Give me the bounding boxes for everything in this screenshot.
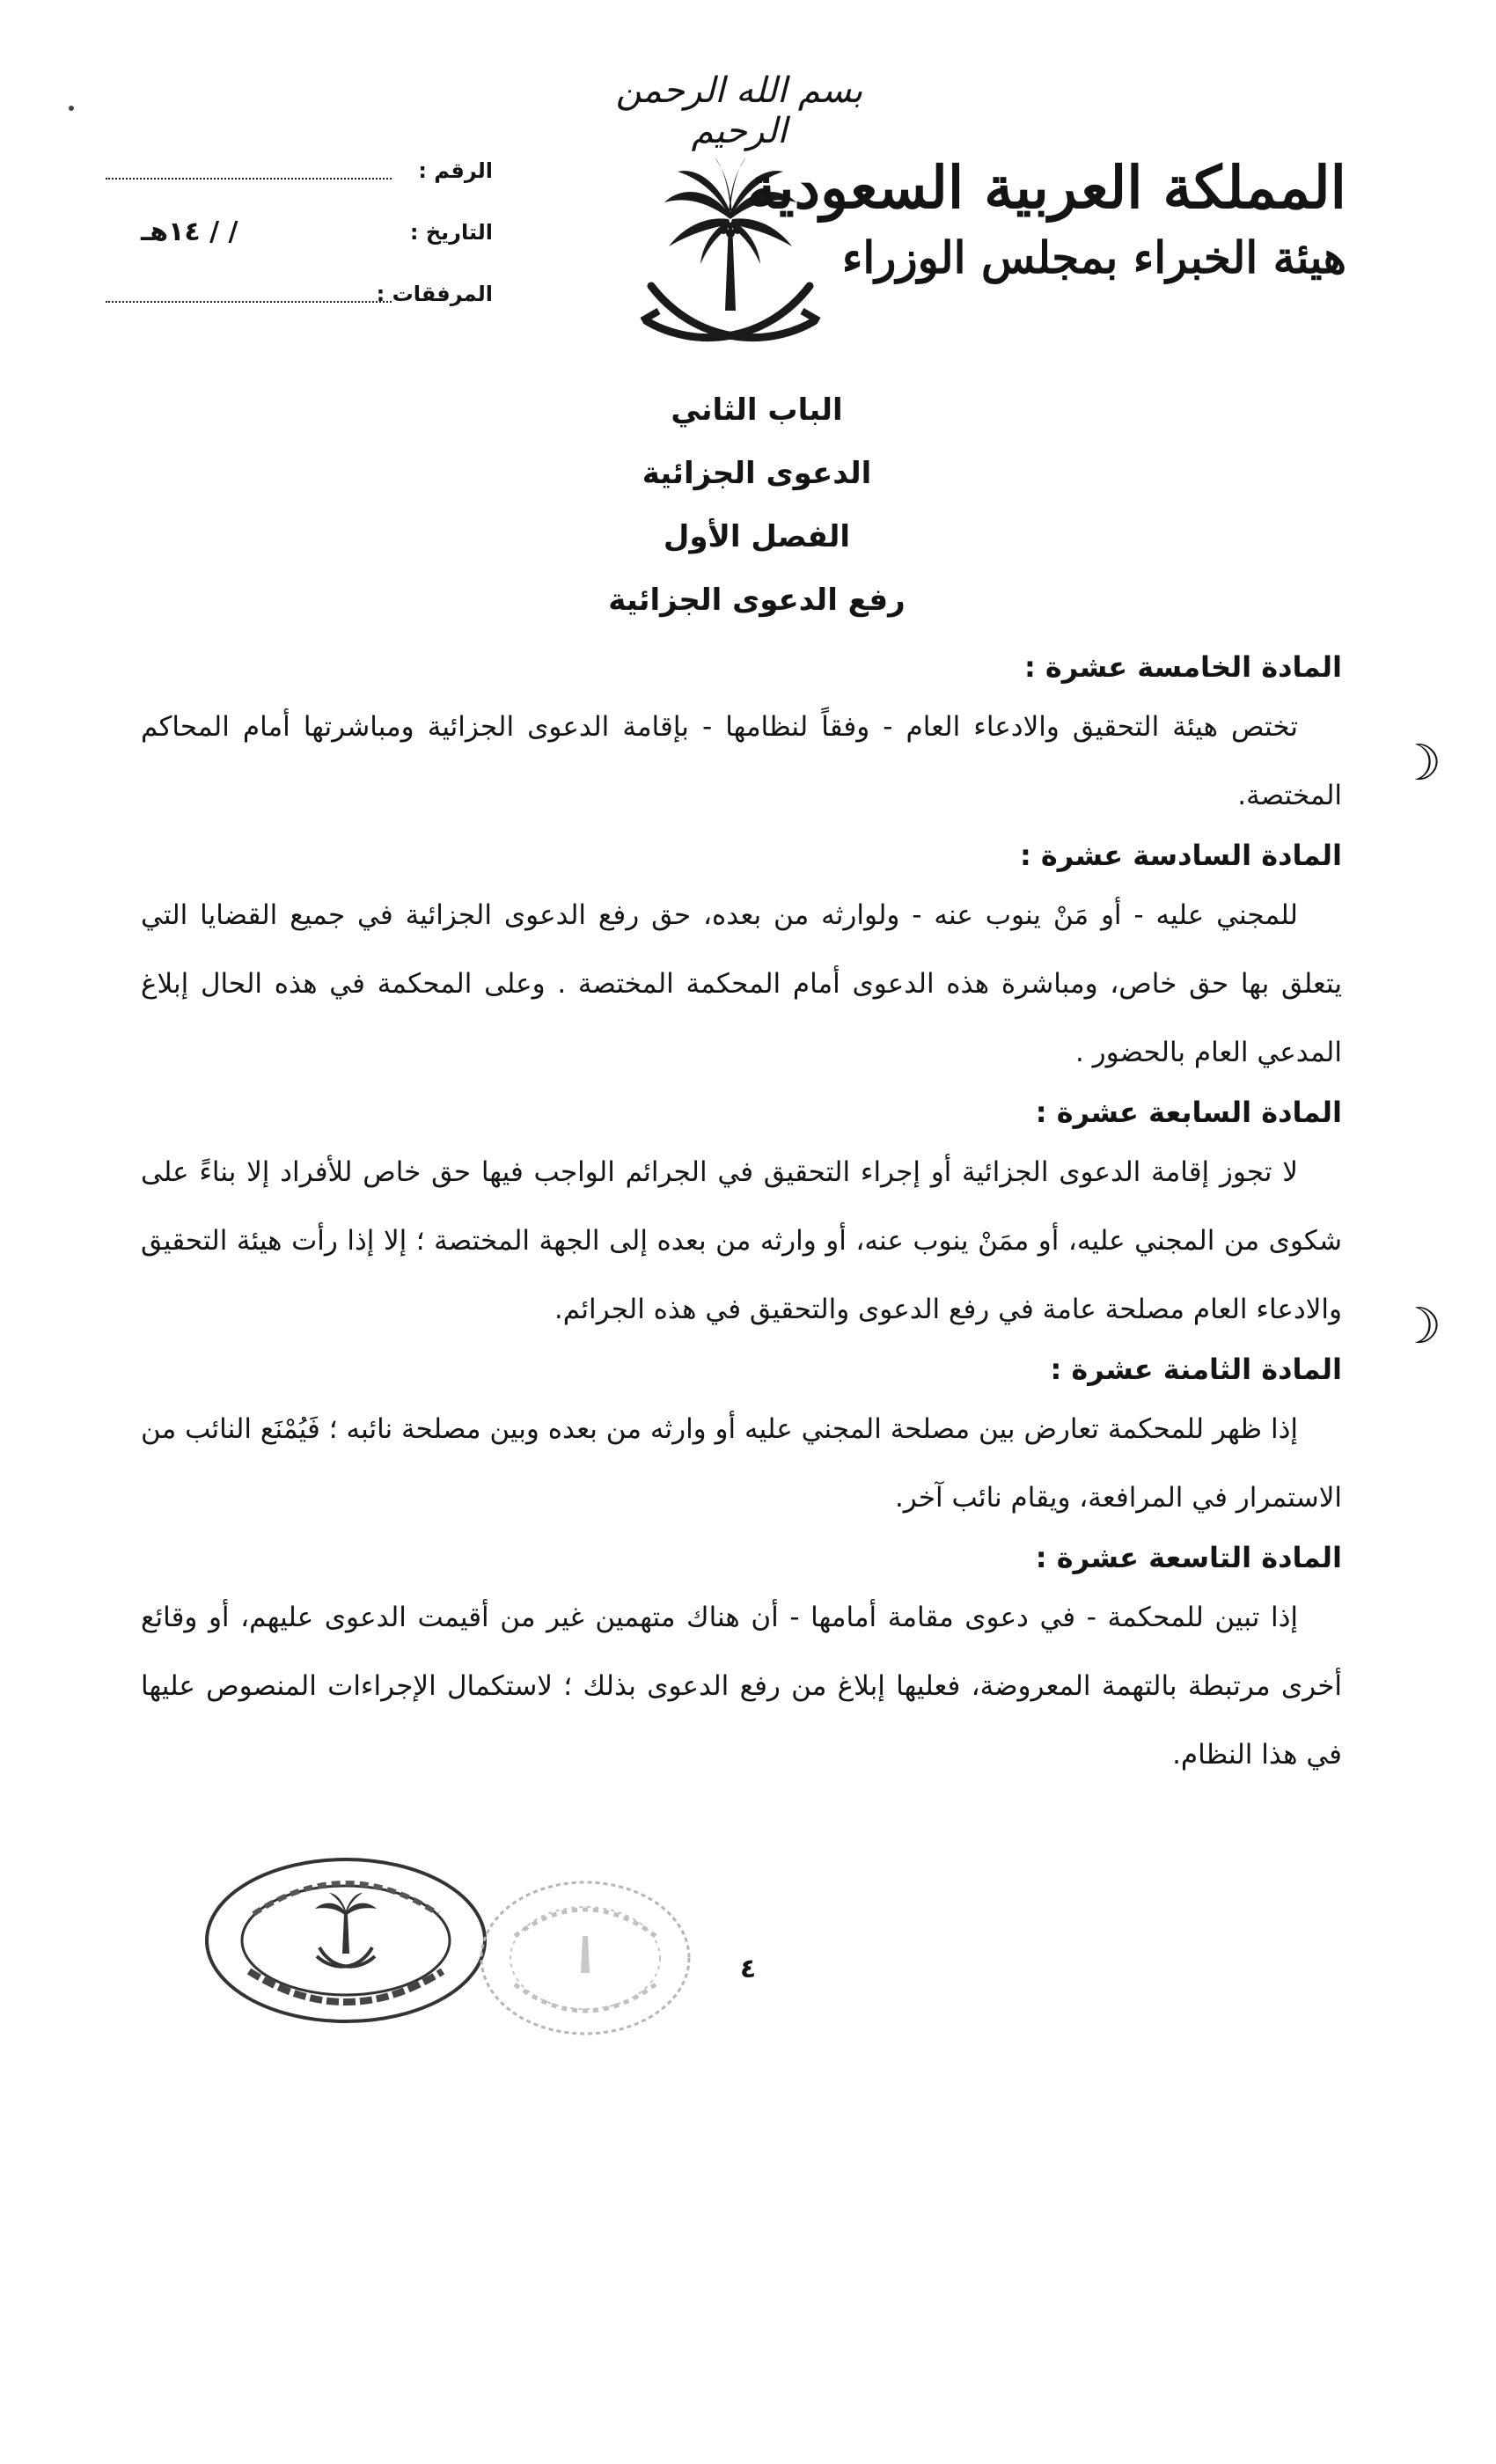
date-label: التاريخ : [409, 220, 493, 245]
number-field [106, 151, 493, 213]
section-headings [475, 378, 1038, 632]
kingdom-name: المملكة العربية السعودية [746, 153, 1346, 222]
date-value: / / ١٤هـ [141, 216, 238, 247]
article-16 [141, 835, 1342, 1087]
article-title: المادة الثامنة عشرة : [1050, 1353, 1342, 1386]
letterhead-issuer [746, 150, 1346, 290]
article-15 [141, 647, 1342, 830]
page-number: ٤ [739, 1954, 757, 1984]
authority-name: هيئة الخبراء بمجلس الوزراء [841, 231, 1346, 283]
article-title: المادة السابعة عشرة : [1035, 1096, 1342, 1129]
article-title: المادة الخامسة عشرة : [1023, 650, 1342, 684]
article-18 [141, 1349, 1342, 1532]
reference-fields [106, 151, 493, 336]
margin-mark-icon: ☽ [1397, 1298, 1442, 1355]
article-text: لا تجوز إقامة الدعوى الجزائية أو إجراء التحقيق في الجرائم الواجب فيها حق خاص للأفراد إلا بناءً على شكوى من المجني عليه، أو ممَنْ ينوب عنه، أو وارثه من بعده إلى الجهة المختصة ؛ إلا إذا رأت هيئة التحقيق والادعاء العام مصلحة عامة في رفع الدعوى والتحقيق في هذه الجرائم. [141, 1156, 1342, 1325]
article-title: المادة السادسة عشرة : [1019, 839, 1342, 872]
chapter-title: رفع الدعوى الجزائية [608, 583, 906, 618]
attachments-field [106, 275, 493, 336]
date-field [106, 213, 493, 275]
article-text: للمجني عليه - أو مَنْ ينوب عنه - ولوارثه من بعده، حق رفع الدعوى الجزائية في جميع القضايا التي يتعلق بها حق خاص، ومباشرة هذه الدعوى أمام المحكمة المختصة . وعلى المحكمة في هذه الحال إبلاغ المدعي العام بالحضور . [141, 899, 1342, 1068]
attachments-line [106, 301, 392, 303]
basmala: بسم الله الرحمن الرحيم [615, 70, 863, 151]
part-heading: الباب الثاني [671, 392, 843, 428]
number-label: الرقم : [418, 158, 493, 183]
article-title: المادة التاسعة عشرة : [1035, 1541, 1342, 1574]
margin-mark-icon: ☽ [1397, 735, 1442, 792]
faint-seal-stamp [475, 1874, 695, 2042]
article-text: إذا ظهر للمحكمة تعارض بين مصلحة المجني عليه أو وارثه من بعده وبين مصلحة نائبه ؛ فَيُمْنَع النائب من الاستمرار في المرافعة، ويقام نائب آخر. [141, 1413, 1342, 1514]
article-17 [141, 1092, 1342, 1344]
official-seal-stamp [201, 1852, 491, 2028]
scan-speck [69, 106, 74, 111]
article-text: إذا تبين للمحكمة - في دعوى مقامة أمامها - أن هناك متهمين غير من أقيمت الدعوى عليهم، أو وقائع أخرى مرتبطة بالتهمة المعروضة، فعليها إبلاغ من رفع الدعوى بذلك ؛ لاستكمال الإجراءات المنصوص عليها في هذا النظام. [141, 1602, 1342, 1771]
article-19 [141, 1537, 1342, 1789]
article-text: تختص هيئة التحقيق والادعاء العام - وفقاً لنظامها - بإقامة الدعوى الجزائية ومباشرتها أمام المحاكم المختصة. [141, 711, 1342, 811]
number-line [106, 178, 392, 180]
attachments-label: المرفقات : [376, 282, 493, 306]
chapter-heading: الفصل الأول [663, 519, 851, 554]
articles-body [141, 647, 1342, 1794]
part-title: الدعوى الجزائية [642, 456, 872, 491]
